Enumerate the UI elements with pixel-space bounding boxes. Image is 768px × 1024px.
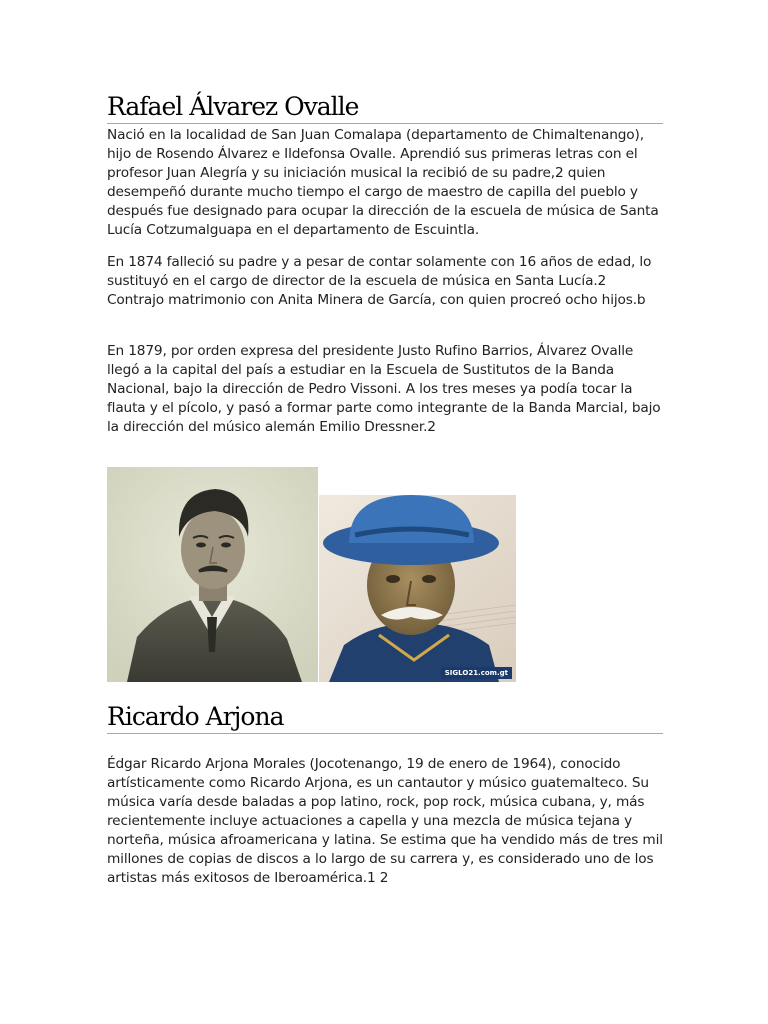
paragraph-birth: Nació en la localidad de San Juan Comalapa (departamento de Chimaltenango), hijo de Rosendo Álvarez e Ildefonsa Ovalle. Aprendió sus primeras letras con el profesor Juan Alegría y su iniciación musical la recibió de su padre,2 quien desempeñó durante mucho tiempo el cargo de maestro de capilla del pueblo y después fue designado para ocupar la dirección de la escuela de música de Santa Lucía Cotzumalguapa en el departamento de Escuintla.: [107, 127, 659, 238]
section-title-ricardo-arjona: Ricardo Arjona: [107, 702, 663, 734]
paragraph-arjona: Édgar Ricardo Arjona Morales (Jocotenango, 19 de enero de 1964), conocido artísticamente como Ricardo Arjona, es un cantautor y músico guatemalteco. Su música varía desde baladas a pop latino, rock, pop rock, música cubana, y, más recientemente incluye actuaciones a capella y una mezcla de música tejana y norteña, música afroamericana y latina. Se estima que ha vendido más de tres mil millones de copias de discos a lo largo de su carrera y, es considerado uno de los artistas más exitosos de Iberoamérica.1 2: [107, 756, 663, 886]
portrait-painting-image: [319, 495, 516, 682]
paragraph-1874: En 1874 falleció su padre y a pesar de contar solamente con 16 años de edad, lo sustituyó en el cargo de director de la escuela de música en Santa Lucía.2 Contrajo matrimonio con Anita Minera de García, con quien procreó ocho hijos.b: [107, 254, 652, 308]
portrait-photo-engraving: [107, 467, 318, 682]
watermark-badge: SIGLO21.com.gt: [441, 667, 512, 679]
portrait-engraving-image: [107, 467, 318, 682]
portrait-photo-painting: [319, 495, 516, 682]
section-title-rafael-alvarez-ovalle: Rafael Álvarez Ovalle: [107, 92, 663, 124]
paragraph-1879: En 1879, por orden expresa del presidente Justo Rufino Barrios, Álvarez Ovalle llegó a la capital del país a estudiar en la Escuela de Sustitutos de la Banda Nacional, bajo la dirección de Pedro Vissoni. A los tres meses ya podía tocar la flauta y el pícolo, y pasó a formar parte como integrante de la Banda Marcial, bajo la dirección del músico alemán Emilio Dressner.2: [107, 343, 661, 435]
